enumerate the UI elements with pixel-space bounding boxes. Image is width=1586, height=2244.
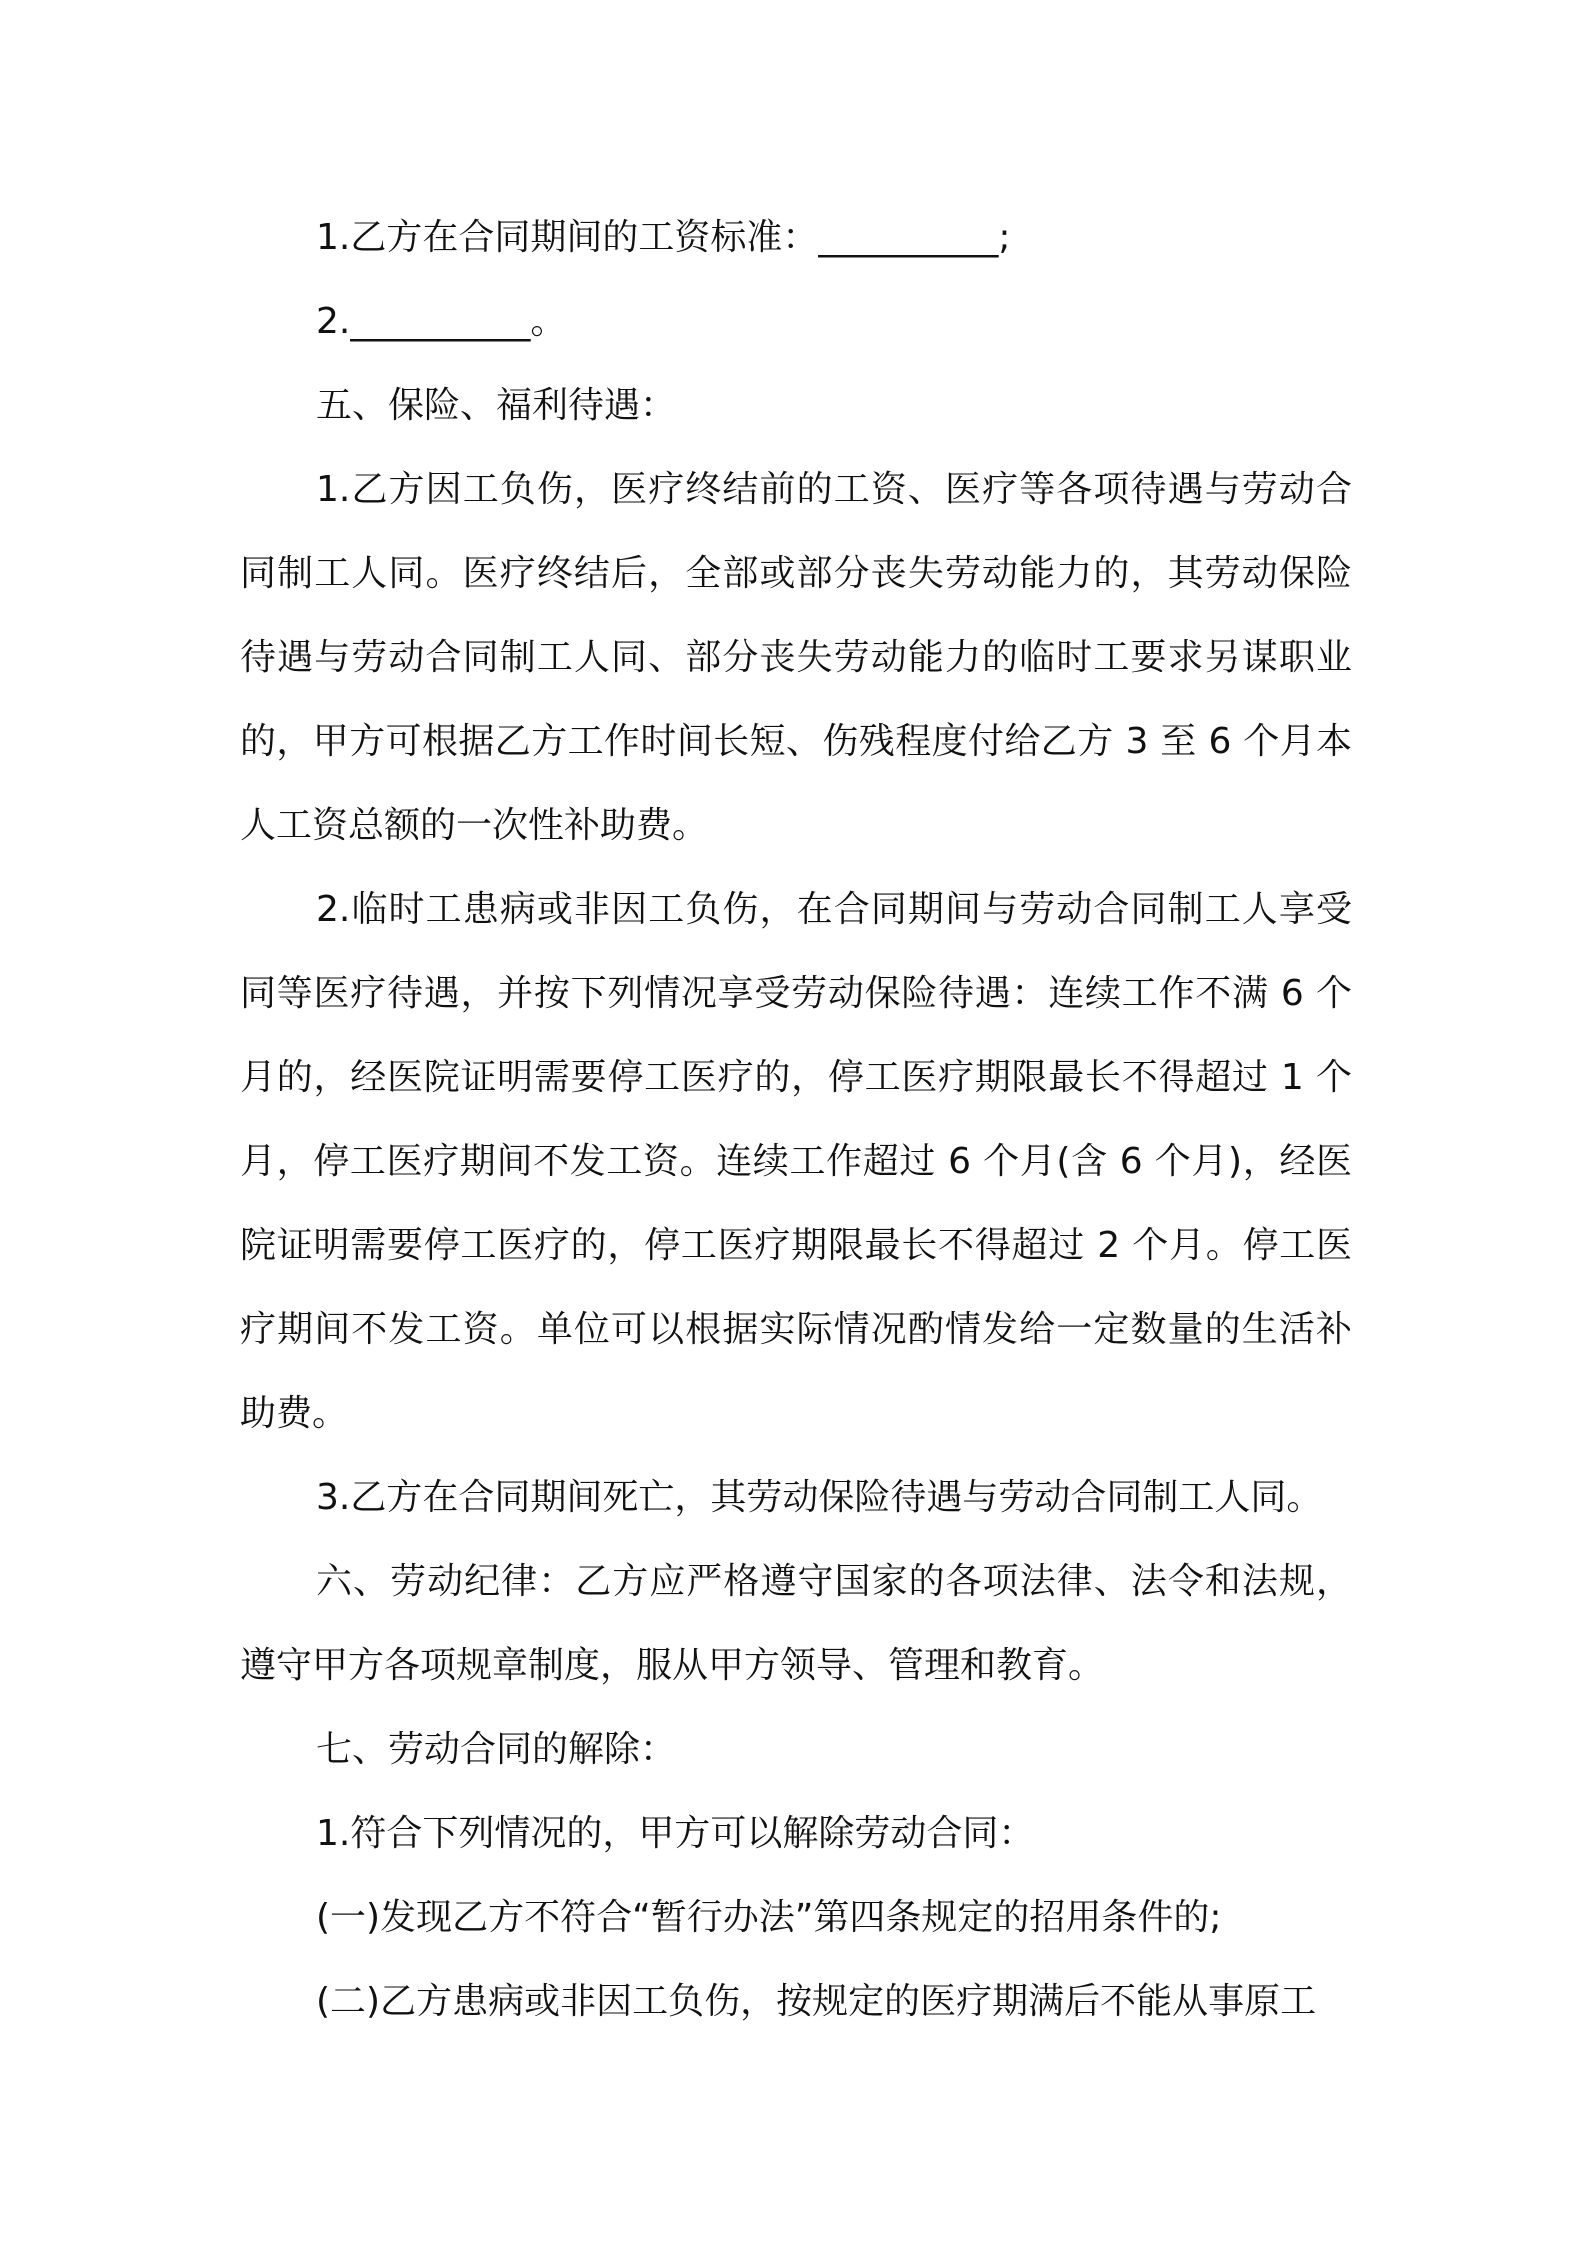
termination-item-1: (一)发现乙方不符合“暂行办法”第四条规定的招用条件的;	[316, 1897, 1222, 1938]
injury-benefit-clause: 1.乙方因工负伤，医疗终结前的工资、医疗等各项待遇与劳动合同制工人同。医疗终结后，全部或部分丧失劳动能力的，其劳动保险待遇与劳动合同制工人同、部分丧失劳动能力的临时工要求另谋职业的，甲方可根据乙方工作时间长短、伤残程度付给乙方 3 至 6 个月本人工资总额的一次性补助费。	[240, 469, 1352, 846]
wage-standard-clause: 1.乙方在合同期间的工资标准：__________;	[316, 217, 1011, 258]
illness-benefit-clause: 2.临时工患病或非因工负伤，在合同期间与劳动合同制工人享受同等医疗待遇，并按下列情况享受劳动保险待遇：连续工作不满 6 个月的，经医院证明需要停工医疗的，停工医疗期限最长不得超过 1 个月，停工医疗期间不发工资。连续工作超过 6 个月(含 6 个月)，经医院证明需要停工医疗的，停工医疗期限最长不得超过 2 个月。停工医疗期间不发工资。单位可以根据实际情况酌情发给一定数量的生活补助费。	[240, 889, 1352, 1434]
termination-clause-1: 1.符合下列情况的，甲方可以解除劳动合同：	[316, 1813, 1035, 1854]
document-body	[240, 196, 1352, 2044]
section-heading-discipline: 六、劳动纪律：乙方应严格遵守国家的各项法律、法令和法规，遵守甲方各项规章制度，服从甲方领导、管理和教育。	[240, 1561, 1352, 1686]
termination-item-2: (二)乙方患病或非因工负伤，按规定的医疗期满后不能从事原工	[316, 1981, 1317, 2022]
death-benefit-clause: 3.乙方在合同期间死亡，其劳动保险待遇与劳动合同制工人同。	[316, 1477, 1323, 1518]
section-heading-termination: 七、劳动合同的解除：	[316, 1729, 677, 1770]
wage-clause-2: 2.__________。	[316, 301, 567, 342]
section-heading-insurance: 五、保险、福利待遇：	[316, 385, 677, 426]
